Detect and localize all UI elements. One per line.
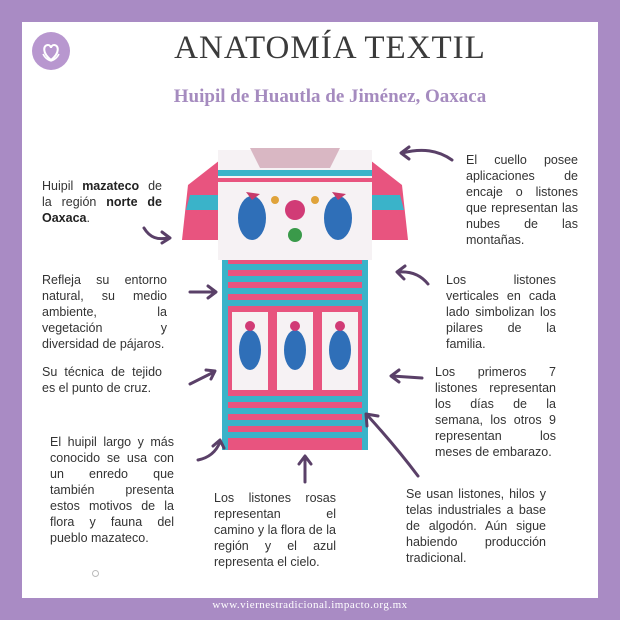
note-mazateco [42, 178, 162, 226]
note-mazateco-pre: Huipil [42, 179, 83, 193]
note-mazateco-bold2: norte de Oaxaca [42, 195, 162, 225]
arrow-cuello [396, 144, 456, 166]
arrow-rosas [294, 452, 316, 486]
note-mazateco-mid: de la región [42, 179, 162, 209]
arrow-largo [194, 436, 228, 466]
arrow-primeros [386, 366, 426, 386]
note-mazateco-bold1: mazateco [82, 179, 140, 193]
page-title: ANATOMÍA TEXTIL [174, 30, 486, 66]
page-subtitle: Huipil de Huautla de Jiménez, Oaxaca [173, 86, 487, 107]
arrow-entorno [186, 282, 220, 302]
note-rosas: Los listones rosas representan el camino y la flora de la región y el azul representa el cielo. [214, 491, 336, 569]
note-largo: El huipil largo y más conocido se usa con un enredo que también presenta estos motivos de la flora y fauna del pueblo mazateco. [50, 435, 174, 545]
note-mazateco-post: . [86, 211, 90, 225]
footer-url: www.viernestradicional.impacto.org.mx [212, 599, 408, 611]
decorative-dot [92, 570, 99, 577]
note-tecnica: Su técnica de tejido es el punto de cruz. [42, 365, 162, 395]
note-cuello: El cuello posee aplicaciones de encaje o listones que representan las nubes de las montañas. [466, 153, 578, 247]
arrow-materiales [360, 408, 424, 482]
heart-hands-icon [32, 32, 70, 70]
note-verticales: Los listones verticales en cada lado simbolizan los pilares de la familia. [446, 273, 556, 351]
note-primeros: Los primeros 7 listones representan los días de la semana, los otros 9 representan los meses de embarazo. [435, 365, 556, 459]
note-entorno: Refleja su entorno natural, su medio ambiente, la vegetación y diversidad de pájaros. [42, 273, 167, 351]
arrow-verticales [392, 264, 432, 290]
arrow-mazateco [140, 224, 174, 246]
arrow-tecnica [186, 366, 220, 390]
note-materiales: Se usan listones, hilos y telas industriales a base de algodón. Aún sigue habiendo producción tradicional. [406, 487, 546, 565]
